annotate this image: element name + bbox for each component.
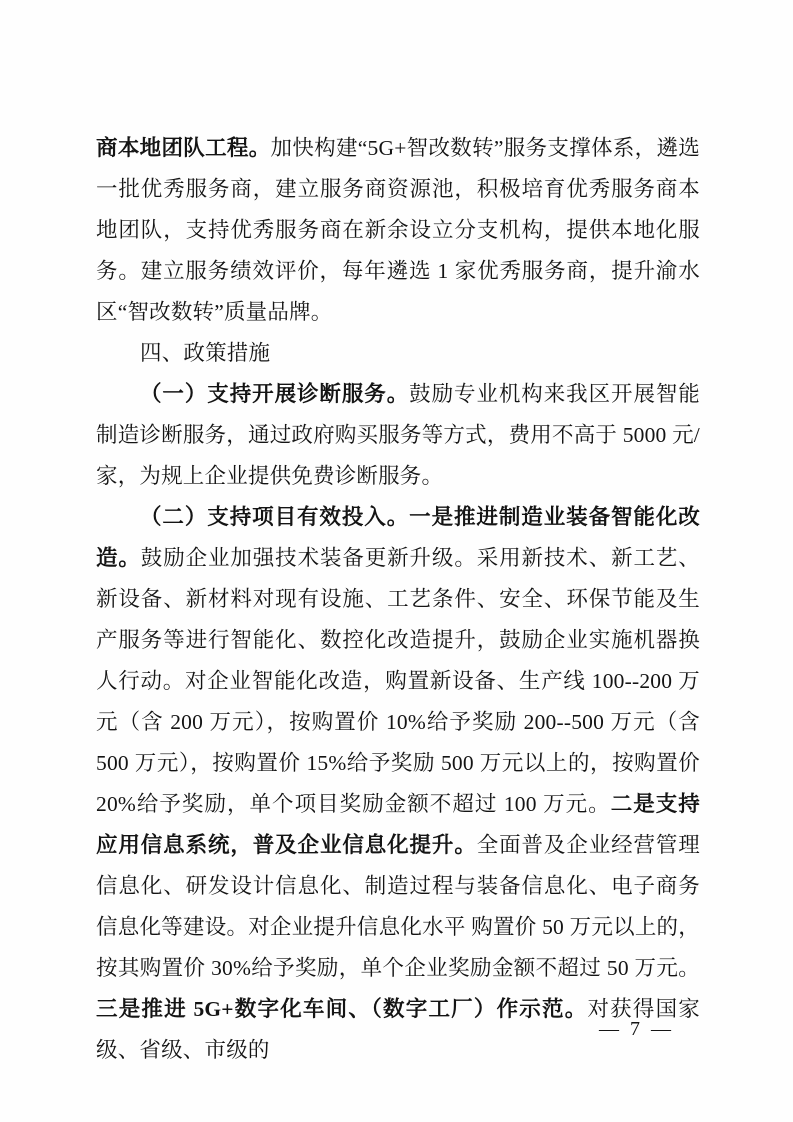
paragraph-4-text-c: 对获得国家级、省级、市级的 — [96, 997, 700, 1062]
paragraph-4-text-b: 全面普及企业经营管理信息化、研发设计信息化、制造过程与装备信息化、电子商务信息化等建设。对企业提升信息化水平 购置价 50 万元以上的，按其购置价 30%给予奖励，单个企业奖励金额不超过 50 万元。 — [96, 833, 700, 980]
paragraph-4-bold-lead-a: （二）支持项目有效投入。一是推进制造业装备智能化改造。 — [96, 505, 700, 570]
paragraph-4-text-a: 鼓励企业加强技术装备更新升级。采用新技术、新工艺、新设备、新材料对现有设施、工艺条件、安全、环保节能及生产服务等进行智能化、数控化改造提升，鼓励企业实施机器换人行动。对企业智能化改造，购置新设备、生产线 100--200 万元（含 200 万元），按购置价 10%给予奖励 200--500 万元（含 500 万元），按购置价 15%给予奖励 500 万元以上的，按购置价 20%给予奖励，单个项目奖励金额不超过 100 万元。 — [96, 546, 700, 816]
section-heading-policy-measures — [96, 333, 700, 374]
section-heading-text: 四、政策措施 — [140, 341, 271, 365]
paragraph-4-bold-lead-c: 三是推进 5G+数字化车间、（数字工厂）作示范。 — [96, 997, 588, 1021]
paragraph-3-bold-lead: （一）支持开展诊断服务。 — [140, 382, 410, 406]
paragraph-3-text: 鼓励专业机构来我区开展智能制造诊断服务，通过政府购买服务等方式，费用不高于 5000 元/家，为规上企业提供免费诊断服务。 — [96, 382, 700, 488]
paragraph-1-bold-lead: 商本地团队工程。 — [96, 136, 271, 160]
paragraph-1-text: 加快构建“5G+智改数转”服务支撑体系，遴选一批优秀服务商，建立服务商资源池，积极培育优秀服务商本地团队，支持优秀服务商在新余设立分支机构，提供本地化服务。建立服务绩效评价，每年遴选 1 家优秀服务商，提升渝水区“智改数转”质量品牌。 — [96, 136, 700, 324]
paragraph-4-bold-lead-b: 二是支持应用信息系统，普及企业信息化提升。 — [96, 792, 700, 857]
paragraph-4 — [96, 497, 700, 1071]
paragraph-1 — [96, 128, 700, 333]
paragraph-3 — [96, 374, 700, 497]
page-number: — 7 — — [599, 1018, 674, 1040]
document-body — [96, 128, 700, 1071]
